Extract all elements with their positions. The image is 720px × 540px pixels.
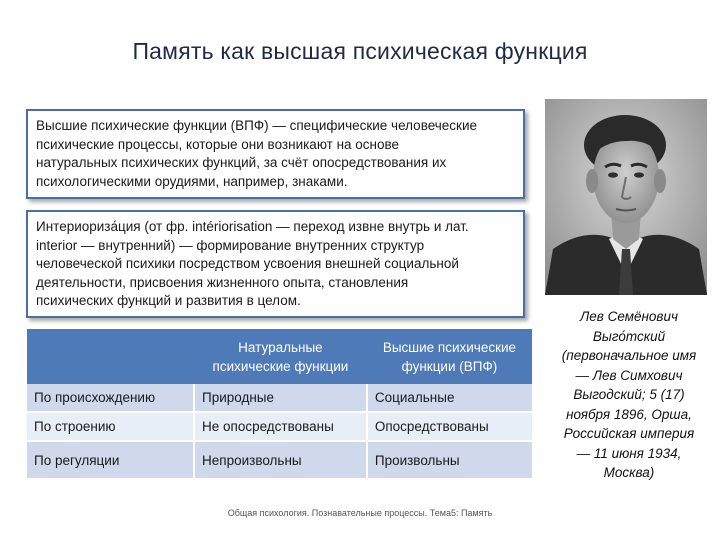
table-cell: Опосредствованы (367, 412, 532, 441)
definition-line: психические процессы, которые они возникают на основе (36, 136, 400, 152)
definition-line: Высшие психические функции (ВПФ) — специфические человеческие (36, 118, 478, 133)
table-row (27, 384, 532, 412)
header-line: психические функции (212, 358, 349, 374)
table-cell: Произвольны (367, 441, 532, 479)
definition-line: деятельности, присвоения жизненного опыта, становления (36, 274, 409, 290)
caption-line: Лев Семёнович (580, 309, 678, 324)
comparison-table (27, 329, 532, 480)
definition-line: психических функций и развития в целом. (36, 293, 301, 308)
slide-title: Память как высшая психическая функция (132, 38, 588, 64)
table-row (27, 412, 532, 441)
definition-line: психологическими орудиями, например, знаками. (36, 173, 348, 189)
caption-line: — 11 июня 1934, (576, 445, 682, 461)
portrait-photo (545, 99, 707, 295)
table-header-higher (367, 329, 532, 384)
caption-line: — Лев Симхович (575, 367, 683, 383)
header-line: функции (ВПФ) (401, 358, 498, 374)
header-line: Натуральные (238, 339, 323, 355)
caption-line: Выго́тский (592, 328, 666, 344)
slide-footer: Общая психология. Познавательные процессы. Тема5: Память (227, 508, 493, 518)
table-cell: Не опосредствованы (194, 412, 367, 441)
table-header-empty (27, 329, 194, 384)
caption-line: (первоначальное имя (561, 348, 697, 363)
caption-line: Российская империя (563, 426, 695, 441)
definition-line: interior — внутренний) — формирование внутренних структур (36, 237, 425, 253)
table-cell: По происхождению (27, 384, 194, 412)
caption-line: ноября 1896, Орша, (566, 406, 692, 422)
definition-line: натуральных психических функций, за счёт опосредствования их (36, 155, 447, 170)
definition-box-interiorization (26, 210, 525, 318)
portrait-caption (543, 307, 715, 483)
table-cell: Социальные (367, 384, 532, 412)
header-line: Высшие психические (382, 339, 517, 355)
definition-line: человеческой психики посредством усвоения внешней социальной (36, 256, 459, 271)
table-cell: Непроизвольны (194, 441, 367, 479)
definition-line: Интериориза́ция (от фр. intériorisation — переход извне внутрь и лат. (36, 219, 469, 234)
caption-line: Выгодский; 5 (17) (573, 387, 685, 402)
definition-box-vpf (26, 109, 525, 199)
table-cell: Природные (194, 384, 367, 412)
table-cell: По строению (27, 412, 194, 441)
table-header-row (27, 329, 532, 384)
table-header-natural (194, 329, 367, 384)
table-cell: По регуляции (27, 441, 194, 479)
table-row (27, 441, 532, 479)
caption-line: Москва) (603, 465, 655, 480)
